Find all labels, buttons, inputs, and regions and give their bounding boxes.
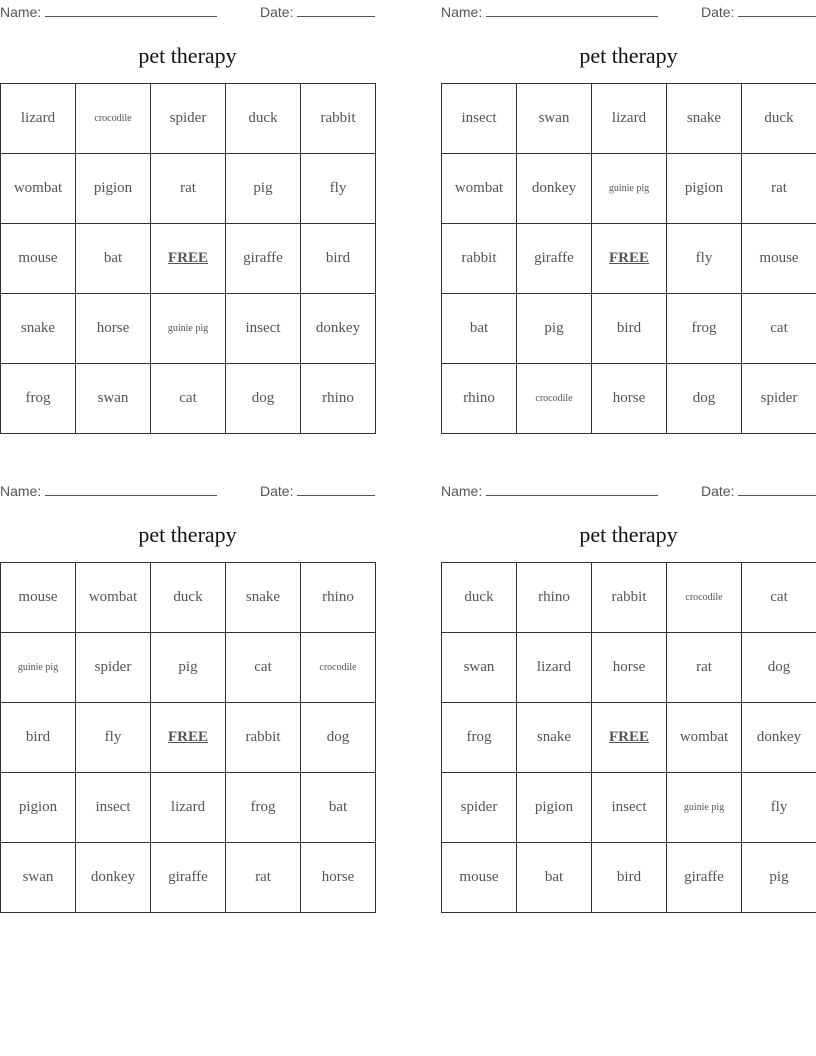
bingo-cell: crocodile (76, 84, 151, 154)
bingo-cell: horse (592, 364, 667, 434)
bingo-cell: rat (742, 154, 816, 224)
bingo-cell: pigion (76, 154, 151, 224)
grid-row (442, 364, 816, 434)
bingo-cell: wombat (76, 563, 151, 633)
bingo-cell: bat (301, 773, 376, 843)
bingo-grid (441, 562, 816, 913)
bingo-cell: cat (742, 563, 816, 633)
bingo-cell: mouse (442, 843, 517, 913)
card-title: pet therapy (579, 43, 678, 68)
free-cell: FREE (151, 703, 226, 773)
card-title: pet therapy (138, 43, 237, 68)
bingo-cell: frog (442, 703, 517, 773)
grid-row (1, 563, 376, 633)
bingo-cell: dog (667, 364, 742, 434)
name-label: Name: (441, 483, 483, 499)
grid-row (1, 154, 376, 224)
card-title: pet therapy (579, 522, 678, 547)
grid-row (442, 84, 816, 154)
grid-row (1, 84, 376, 154)
bingo-cell: cat (151, 364, 226, 434)
bingo-cell: bat (442, 294, 517, 364)
date-label: Date: (701, 483, 735, 499)
bingo-cell: rat (151, 154, 226, 224)
bingo-cell: wombat (667, 703, 742, 773)
bingo-cell: duck (151, 563, 226, 633)
name-blank-line[interactable] (486, 3, 658, 17)
bingo-cell: pig (151, 633, 226, 703)
date-label: Date: (260, 4, 294, 20)
bingo-cell: swan (517, 84, 592, 154)
free-cell: FREE (151, 224, 226, 294)
bingo-cell: rat (226, 843, 301, 913)
bingo-cell: giraffe (151, 843, 226, 913)
grid-row (442, 563, 816, 633)
bingo-cell: bird (1, 703, 76, 773)
bingo-cell: duck (742, 84, 816, 154)
bingo-cell: dog (226, 364, 301, 434)
date-field[interactable] (260, 3, 375, 20)
bingo-card-1 (0, 0, 375, 435)
date-blank-line[interactable] (738, 482, 816, 496)
bingo-cell: horse (301, 843, 376, 913)
name-blank-line[interactable] (45, 3, 217, 17)
name-field[interactable] (441, 482, 658, 499)
bingo-cell: pig (742, 843, 816, 913)
grid-row (1, 843, 376, 913)
bingo-grid (0, 83, 376, 434)
bingo-cell: rabbit (592, 563, 667, 633)
bingo-cell: dog (301, 703, 376, 773)
bingo-cell: swan (76, 364, 151, 434)
bingo-cell: guinie pig (1, 633, 76, 703)
bingo-cell: frog (226, 773, 301, 843)
bingo-cell: lizard (151, 773, 226, 843)
bingo-cell: mouse (742, 224, 816, 294)
bingo-cell: fly (742, 773, 816, 843)
name-field[interactable] (441, 3, 658, 20)
bingo-cell: giraffe (667, 843, 742, 913)
bingo-cell: swan (442, 633, 517, 703)
bingo-cell: rhino (301, 563, 376, 633)
bingo-cell: spider (742, 364, 816, 434)
name-label: Name: (0, 4, 42, 20)
bingo-cell: donkey (742, 703, 816, 773)
grid-row (442, 843, 816, 913)
free-cell: FREE (592, 703, 667, 773)
bingo-cell: crocodile (301, 633, 376, 703)
bingo-cell: insect (442, 84, 517, 154)
grid-row (442, 703, 816, 773)
bingo-cell: frog (1, 364, 76, 434)
bingo-cell: rat (667, 633, 742, 703)
bingo-cell: guinie pig (151, 294, 226, 364)
date-blank-line[interactable] (297, 3, 375, 17)
bingo-cell: rhino (301, 364, 376, 434)
bingo-cell: pigion (517, 773, 592, 843)
bingo-cell: rhino (442, 364, 517, 434)
bingo-cell: wombat (1, 154, 76, 224)
bingo-cell: horse (592, 633, 667, 703)
bingo-cell: mouse (1, 224, 76, 294)
grid-row (1, 773, 376, 843)
bingo-cell: rhino (517, 563, 592, 633)
bingo-cell: crocodile (667, 563, 742, 633)
bingo-cell: snake (667, 84, 742, 154)
bingo-cell: wombat (442, 154, 517, 224)
name-field[interactable] (0, 3, 217, 20)
bingo-cell: snake (517, 703, 592, 773)
bingo-cell: pigion (667, 154, 742, 224)
bingo-card-2 (441, 0, 816, 435)
bingo-cell: bird (301, 224, 376, 294)
name-field[interactable] (0, 482, 217, 499)
grid-row (1, 633, 376, 703)
bingo-grid (0, 562, 376, 913)
bingo-cell: donkey (517, 154, 592, 224)
bingo-cell: fly (76, 703, 151, 773)
bingo-cell: spider (76, 633, 151, 703)
bingo-cell: rabbit (226, 703, 301, 773)
bingo-cell: snake (1, 294, 76, 364)
grid-row (1, 294, 376, 364)
date-blank-line[interactable] (297, 482, 375, 496)
free-cell: FREE (592, 224, 667, 294)
bingo-cell: cat (742, 294, 816, 364)
bingo-cell: crocodile (517, 364, 592, 434)
bingo-card-3 (0, 479, 375, 914)
date-label: Date: (260, 483, 294, 499)
bingo-cell: lizard (517, 633, 592, 703)
date-field[interactable] (701, 482, 816, 499)
bingo-cell: frog (667, 294, 742, 364)
bingo-cell: duck (226, 84, 301, 154)
bingo-cell: duck (442, 563, 517, 633)
bingo-cell: insect (592, 773, 667, 843)
bingo-card-4 (441, 479, 816, 914)
bingo-cell: rabbit (301, 84, 376, 154)
grid-row (442, 633, 816, 703)
bingo-cell: lizard (592, 84, 667, 154)
grid-row (442, 294, 816, 364)
bingo-cell: pig (517, 294, 592, 364)
bingo-cell: pig (226, 154, 301, 224)
bingo-cell: pigion (1, 773, 76, 843)
bingo-grid (441, 83, 816, 434)
name-blank-line[interactable] (45, 482, 217, 496)
name-blank-line[interactable] (486, 482, 658, 496)
bingo-cell: horse (76, 294, 151, 364)
bingo-cell: mouse (1, 563, 76, 633)
bingo-cell: snake (226, 563, 301, 633)
date-blank-line[interactable] (738, 3, 816, 17)
name-label: Name: (441, 4, 483, 20)
bingo-cell: guinie pig (592, 154, 667, 224)
grid-row (1, 224, 376, 294)
card-title: pet therapy (138, 522, 237, 547)
bingo-cell: swan (1, 843, 76, 913)
bingo-cell: insect (76, 773, 151, 843)
bingo-cell: bat (76, 224, 151, 294)
bingo-cell: bat (517, 843, 592, 913)
bingo-cell: giraffe (517, 224, 592, 294)
grid-row (442, 154, 816, 224)
bingo-cell: guinie pig (667, 773, 742, 843)
bingo-cell: spider (151, 84, 226, 154)
bingo-cell: insect (226, 294, 301, 364)
bingo-cell: spider (442, 773, 517, 843)
bingo-cell: bird (592, 843, 667, 913)
bingo-cell: cat (226, 633, 301, 703)
date-label: Date: (701, 4, 735, 20)
bingo-cell: donkey (76, 843, 151, 913)
bingo-cell: fly (301, 154, 376, 224)
bingo-cell: rabbit (442, 224, 517, 294)
grid-row (442, 224, 816, 294)
date-field[interactable] (701, 3, 816, 20)
grid-row (1, 364, 376, 434)
bingo-cell: giraffe (226, 224, 301, 294)
date-field[interactable] (260, 482, 375, 499)
grid-row (1, 703, 376, 773)
bingo-cell: dog (742, 633, 816, 703)
name-label: Name: (0, 483, 42, 499)
bingo-cell: donkey (301, 294, 376, 364)
bingo-cell: bird (592, 294, 667, 364)
bingo-cell: lizard (1, 84, 76, 154)
grid-row (442, 773, 816, 843)
bingo-cell: fly (667, 224, 742, 294)
